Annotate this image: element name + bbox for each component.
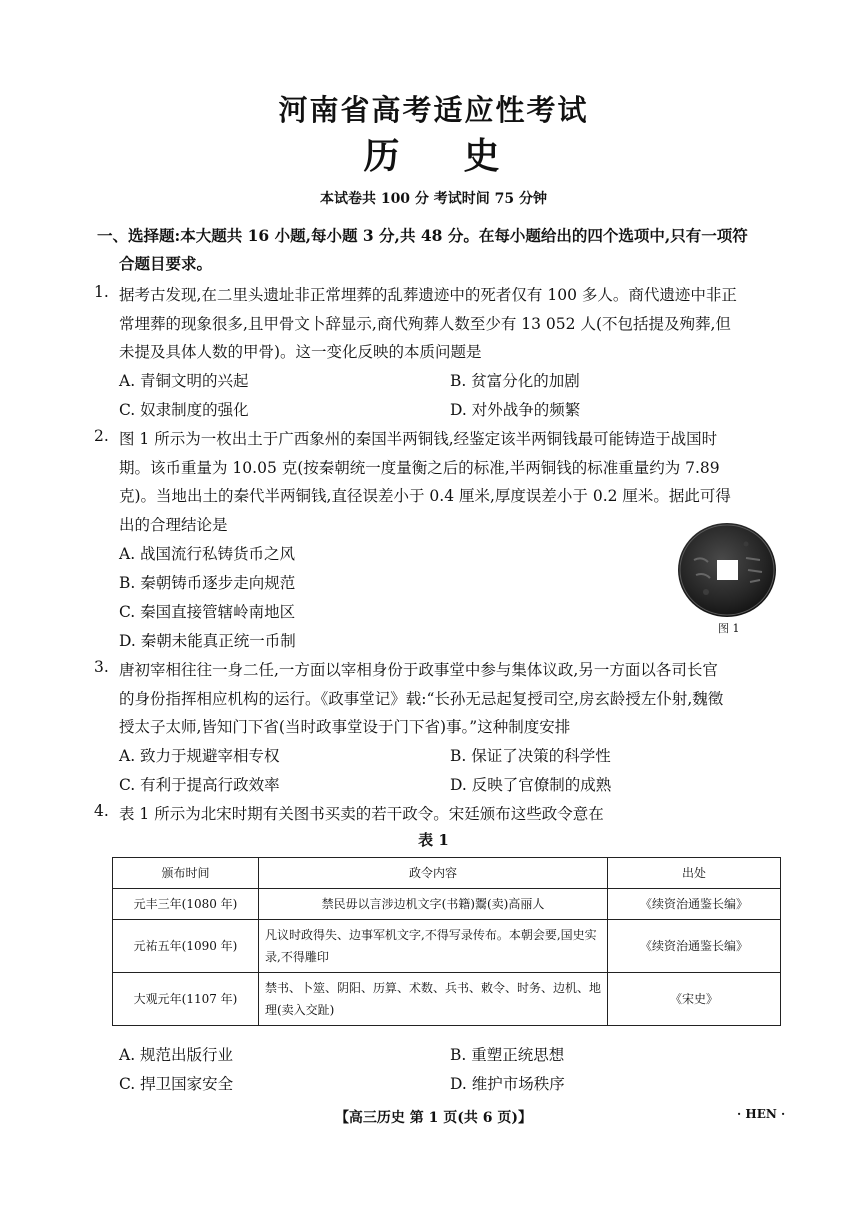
q3-stem-line: 唐初宰相往往一身二任,一方面以宰相身份于政事堂中参与集体议政,另一方面以各司长官 <box>119 661 718 679</box>
table-cell: 《续资治通鉴长编》 <box>608 920 781 973</box>
q1-option-a[interactable]: A. 青铜文明的兴起 <box>119 372 249 390</box>
q1-stem-line: 常埋葬的现象很多,且甲骨文卜辞显示,商代殉葬人数至少有 13 052 人(不包括提及殉葬,但 <box>119 315 731 333</box>
q1-stem-line: 据考古发现,在二里头遗址非正常埋葬的乱葬遗迹中的死者仅有 100 多人。商代遗迹中非正 <box>119 286 737 304</box>
table-1-title: 表 1 <box>418 831 449 849</box>
q4-stem-line: 表 1 所示为北宋时期有关图书买卖的若干政令。宋廷颁布这些政令意在 <box>119 805 604 823</box>
table-cell: 《续资治通鉴长编》 <box>608 889 781 920</box>
table-cell: 元祐五年(1090 年) <box>113 920 259 973</box>
q2-option-b[interactable]: B. 秦朝铸币逐步走向规范 <box>119 574 296 592</box>
exam-code: · HEN · <box>737 1107 786 1121</box>
q4-option-a[interactable]: A. 规范出版行业 <box>119 1046 234 1064</box>
table-row <box>113 973 781 1026</box>
exam-info: 本试卷共 100 分 考试时间 75 分钟 <box>319 191 548 207</box>
q3-stem-line: 授太子太师,皆知门下省(当时政事堂设于门下省)事。”这种制度安排 <box>119 718 571 736</box>
q3-option-b[interactable]: B. 保证了决策的科学性 <box>450 747 611 765</box>
table-cell: 元丰三年(1080 年) <box>113 889 259 920</box>
table-row <box>113 920 781 973</box>
q4-option-d[interactable]: D. 维护市场秩序 <box>450 1075 565 1093</box>
q3-stem-line: 的身份指挥相应机构的运行。《政事堂记》载:“长孙无忌起复授司空,房玄龄授左仆射,魏徵 <box>119 690 724 708</box>
table-row <box>113 889 781 920</box>
q2-option-a[interactable]: A. 战国流行私铸货币之风 <box>119 545 296 563</box>
q2-stem-line: 图 1 所示为一枚出土于广西象州的秦国半两铜钱,经鉴定该半两铜钱最可能铸造于战国时 <box>119 430 718 448</box>
table-header-cell: 政令内容 <box>259 858 608 889</box>
q3-option-a[interactable]: A. 致力于规避宰相专权 <box>119 747 280 765</box>
table-cell: 禁民毋以言涉边机文字(书籍)鬻(卖)高丽人 <box>259 889 608 920</box>
table-cell: 大观元年(1107 年) <box>113 973 259 1026</box>
decree-table <box>112 857 781 1026</box>
table-header-row <box>113 858 781 889</box>
table-cell: 禁书、卜筮、阴阳、历算、术数、兵书、敕令、时务、边机、地理(卖入交趾) <box>259 973 608 1026</box>
q3-number: 3. <box>94 658 109 676</box>
q1-option-b[interactable]: B. 贫富分化的加剧 <box>450 372 580 390</box>
q3-option-c[interactable]: C. 有利于提高行政效率 <box>119 776 280 794</box>
q2-stem-line: 出的合理结论是 <box>119 516 228 534</box>
page-footer: 【高三历史 第 1 页(共 6 页)】 <box>334 1110 533 1126</box>
q1-stem-line: 未提及具体人数的甲骨)。这一变化反映的本质问题是 <box>119 343 482 361</box>
q4-number: 4. <box>94 802 109 820</box>
q2-stem-line: 期。该币重量为 10.05 克(按秦朝统一度量衡之后的标准,半两铜钱的标准重量约为 7.89 <box>119 459 720 477</box>
q1-number: 1. <box>94 283 109 301</box>
table-header-cell: 出处 <box>608 858 781 889</box>
section-heading-cont: 合题目要求。 <box>119 254 213 273</box>
subject-title <box>0 128 867 179</box>
q2-option-c[interactable]: C. 秦国直接管辖岭南地区 <box>119 603 296 621</box>
subject-char-2: 史 <box>463 135 504 177</box>
q2-stem-line: 克)。当地出土的秦代半两铜钱,直径误差小于 0.4 厘米,厚度误差小于 0.2 厘米。据此可得 <box>119 487 731 505</box>
q2-option-d[interactable]: D. 秦朝未能真正统一币制 <box>119 632 296 650</box>
coin-figure <box>676 520 778 620</box>
table-header-cell: 颁布时间 <box>113 858 259 889</box>
q1-option-d[interactable]: D. 对外战争的频繁 <box>450 401 581 419</box>
q1-option-c[interactable]: C. 奴隶制度的强化 <box>119 401 249 419</box>
q4-option-c[interactable]: C. 捍卫国家安全 <box>119 1075 234 1093</box>
table-cell: 《宋史》 <box>608 973 781 1026</box>
subject-char-1: 历 <box>363 135 404 177</box>
figure-1-caption: 图 1 <box>718 622 740 635</box>
section-heading: 一、选择题:本大题共 16 小题,每小题 3 分,共 48 分。在每小题给出的四个选项中,只有一项符 <box>97 226 748 245</box>
q4-option-b[interactable]: B. 重塑正统思想 <box>450 1046 565 1064</box>
q3-option-d[interactable]: D. 反映了官僚制的成熟 <box>450 776 612 794</box>
table-cell: 凡议时政得失、边事军机文字,不得写录传布。本朝会要,国史实录,不得雕印 <box>259 920 608 973</box>
q2-number: 2. <box>94 427 109 445</box>
exam-title: 河南省高考适应性考试 <box>278 93 589 127</box>
